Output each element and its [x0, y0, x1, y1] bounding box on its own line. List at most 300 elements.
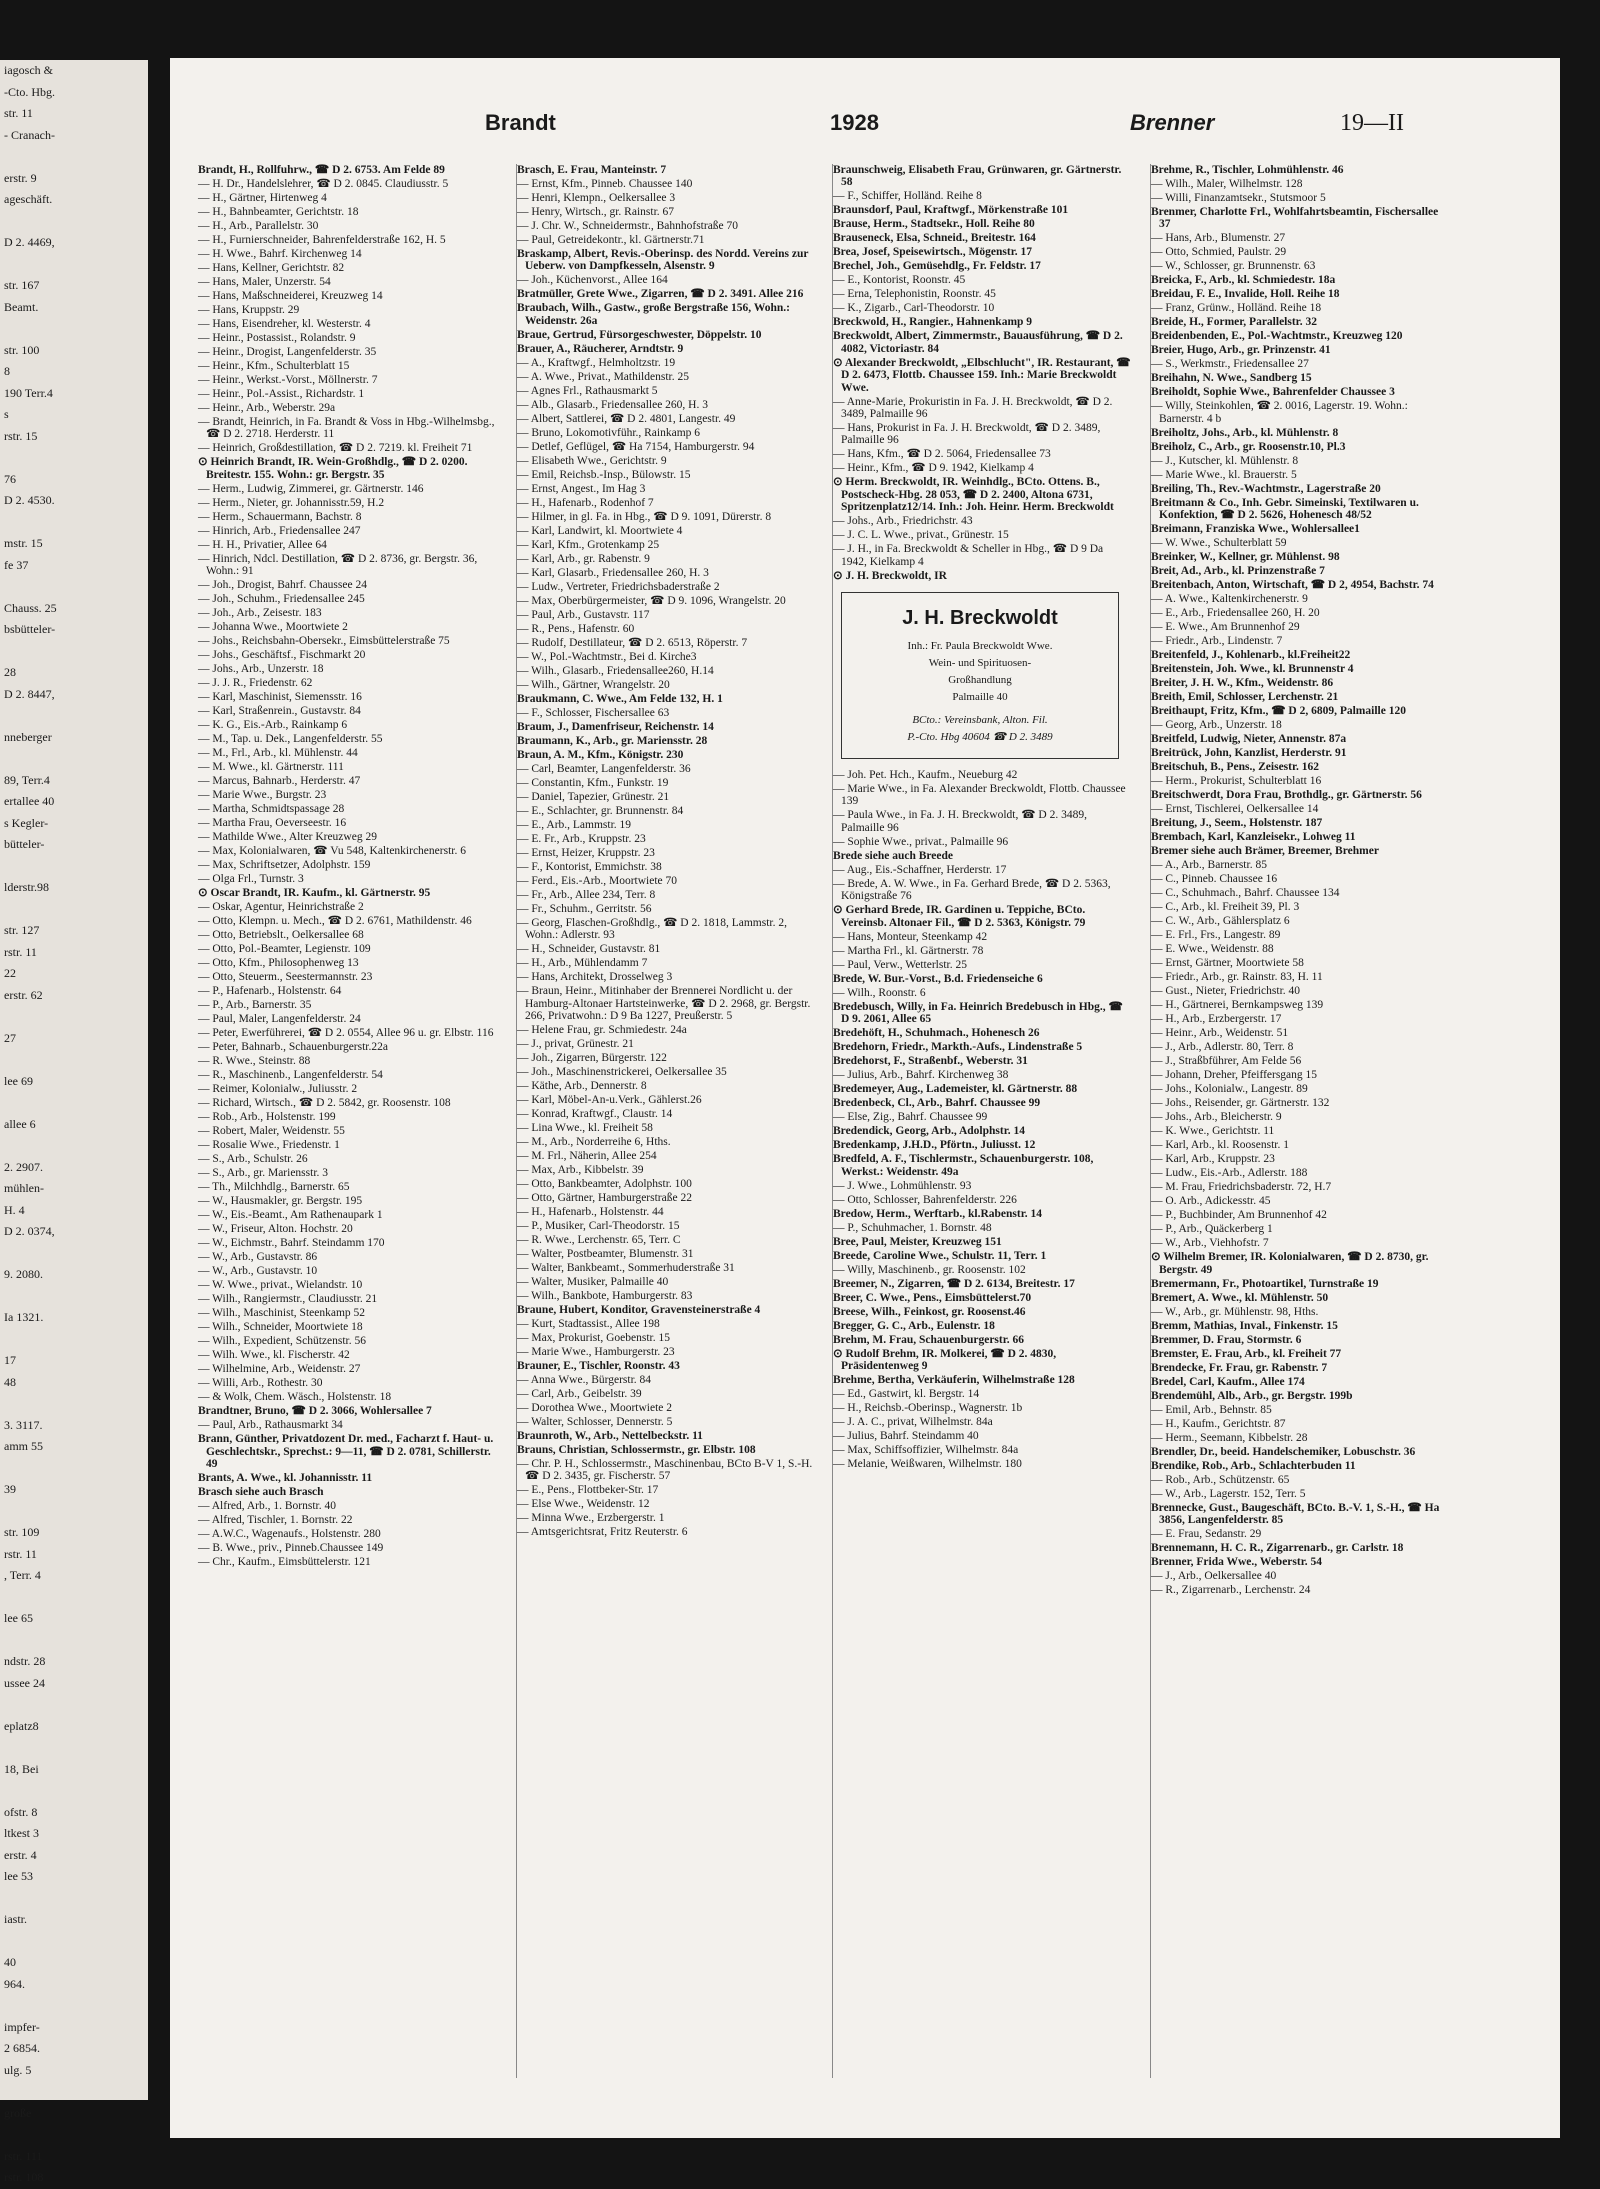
directory-entry: — A. Wwe., Kaltenkirchenerstr. 9	[1151, 593, 1308, 606]
directory-entry: Breitmann & Co., Inh. Gebr. Simeinski, Textilwaren u. Konfektion, ☎ D 2. 5626, Hohenesch 48/52	[1151, 496, 1419, 522]
directory-entry: ⊙ Rudolf Brehm, IR. Molkerei, ☎ D 2. 4830, Präsidentenweg 9	[833, 1347, 1057, 1372]
directory-entry: — Marie Wwe., in Fa. Alexander Breckwoldt, Flottb. Chaussee 139	[833, 783, 1126, 808]
directory-entry: — Martha Frau, Oeverseestr. 16	[198, 817, 347, 830]
previous-page-text: große	[4, 2105, 32, 2120]
directory-entry: — E., Arb., Friedensallee 260, H. 20	[1151, 607, 1320, 620]
previous-page-text	[0, 211, 148, 233]
directory-entry: — Braun, Heinr., Mitinhaber der Brennerei Nordlicht u. der Hamburg-Altonaer Hartsteinwerke, ☎ D 2. 2968, gr. Bergstr. 266, Privatwohn.: D 9 Ba 1227, Preußerstr. 5	[517, 985, 811, 1023]
directory-entry: — Karl, Kfm., Grotenkamp 25	[517, 538, 660, 551]
directory-entry: Bremert, A. Wwe., kl. Mühlenstr. 50	[1151, 1291, 1329, 1304]
directory-entry: — Agnes Frl., Rathausmarkt 5	[517, 384, 658, 397]
directory-entry: — & Wolk, Chem. Wäsch., Holstenstr. 18	[198, 1391, 392, 1404]
directory-entry: — F., Kontorist, Emmichstr. 38	[517, 860, 662, 873]
column-1	[198, 164, 496, 2078]
directory-entry: Braskamp, Albert, Revis.-Oberinsp. des Nordd. Vereins zur Ueberw. von Dampfkesseln, Alsenstr. 9	[517, 248, 809, 273]
previous-page-text	[0, 447, 148, 469]
directory-entry: — Johs., Reisender, gr. Gärtnerstr. 132	[1151, 1097, 1330, 1110]
directory-entry: — Wilh., Gärtner, Wrangelstr. 20	[517, 678, 670, 691]
directory-entry: — M. Frl., Näherin, Allee 254	[517, 1150, 657, 1163]
directory-entry: — Max, Schiffsoffizier, Wilhelmstr. 84a	[833, 1443, 1019, 1456]
directory-entry: Brants, A. Wwe., kl. Johannisstr. 11	[198, 1472, 373, 1485]
directory-entry: — Wilh., Maschinist, Steenkamp 52	[198, 1307, 366, 1320]
directory-entry: — H., Gärtner, Hirtenweg 4	[198, 192, 327, 204]
directory-entry: — P., Buchbinder, Am Brunnenhof 42	[1151, 1209, 1327, 1222]
directory-entry: — Walter, Musiker, Palmaille 40	[517, 1276, 669, 1289]
directory-entry: — J. A. C., privat, Wilhelmstr. 84a	[833, 1415, 993, 1428]
directory-entry: — Olga Frl., Turnstr. 3	[198, 873, 304, 886]
directory-entry: Brennemann, H. C. R., Zigarrenarb., gr. Carlstr. 18	[1151, 1542, 1404, 1555]
directory-entry: ⊙ J. H. Breckwoldt, IR	[833, 569, 947, 582]
directory-entry: — Mathilde Wwe., Alter Kreuzweg 29	[198, 831, 377, 844]
directory-entry: — H., Kaufm., Gerichtstr. 87	[1151, 1417, 1286, 1430]
previous-page-text: 27	[4, 1030, 16, 1045]
previous-page-text: D 2. 8447,	[4, 686, 55, 701]
previous-page-text: lee 65	[4, 1611, 33, 1625]
directory-entry: — O. Arb., Adickesstr. 45	[1151, 1195, 1271, 1208]
directory-entry: — Chr., Kaufm., Eimsbüttelerstr. 121	[198, 1556, 371, 1569]
directory-entry: — Friedr., Arb., Lindenstr. 7	[1151, 635, 1283, 648]
directory-entry: — Henri, Klempn., Oelkersallee 3	[517, 192, 676, 204]
directory-entry: — Fr., Schuhm., Gerritstr. 56	[517, 902, 652, 915]
directory-entry: — Marie Wwe., kl. Brauerstr. 5	[1151, 468, 1297, 481]
directory-entry: Braubach, Wilh., Gastw., große Bergstraße 156, Wohn.: Weidenstr. 26a	[517, 302, 790, 327]
directory-entry: — R., Pens., Hafenstr. 60	[517, 622, 635, 635]
directory-entry: — Oskar, Agentur, Heinrichstraße 2	[198, 901, 364, 914]
directory-entry: — Marcus, Bahnarb., Herderstr. 47	[198, 775, 361, 788]
directory-entry: Brauer, A., Räucherer, Arndtstr. 9	[517, 342, 684, 355]
directory-entry: Brendecke, Fr. Frau, gr. Rabenstr. 7	[1151, 1361, 1328, 1374]
directory-entry: — Max, Arb., Kibbelstr. 39	[517, 1164, 644, 1177]
directory-entry: — Otto, Kfm., Philosophenweg 13	[198, 957, 359, 970]
directory-entry: — E. Frau, Sedanstr. 29	[1151, 1528, 1262, 1541]
directory-entry: — P., Arb., Quäckerberg 1	[1151, 1223, 1273, 1236]
directory-entry: — Otto, Schmied, Paulstr. 29	[1151, 246, 1287, 259]
directory-entry: Bremm, Mathias, Inval., Finkenstr. 15	[1151, 1319, 1338, 1332]
directory-entry: — Ludw., Eis.-Arb., Adlerstr. 188	[1151, 1167, 1308, 1180]
directory-entry: Breier, Hugo, Arb., gr. Prinzenstr. 41	[1151, 344, 1331, 357]
directory-entry: Brede, W. Bur.-Vorst., B.d. Friedenseiche 6	[833, 972, 1043, 985]
directory-entry: Brauns, Christian, Schlossermstr., gr. Elbstr. 108	[517, 1444, 756, 1457]
directory-columns	[198, 164, 1540, 2078]
directory-entry: — Joh., Maschinenstrickerei, Oelkersallee 35	[517, 1066, 727, 1079]
directory-entry: — E. Frl., Frs., Langestr. 89	[1151, 929, 1281, 942]
previous-page-text: 2 6854.	[4, 2041, 40, 2055]
directory-entry: — Herm., Schauermann, Bachstr. 8	[198, 510, 362, 523]
directory-entry: — J., Straßbführer, Am Felde 56	[1151, 1055, 1302, 1068]
directory-entry: — Wilh., Rangiermstr., Claudiusstr. 21	[198, 1293, 378, 1306]
directory-entry: — A. Wwe., Privat., Mathildenstr. 25	[517, 370, 689, 383]
directory-entry: Brann, Günther, Privatdozent Dr. med., Facharzt f. Haut- u. Geschlechtskr., Sprechst.: 9—11, ☎ D 2. 0781, Schillerstr. 49	[198, 1433, 494, 1471]
directory-entry: — Ernst, Angest., Im Hag 3	[517, 482, 646, 495]
directory-entry: Bremer siehe auch Brämer, Breemer, Brehmer	[1151, 845, 1379, 858]
directory-entry: — J. Chr. W., Schneidermstr., Bahnhofstraße 70	[517, 220, 739, 232]
previous-page-text	[0, 1393, 148, 1415]
directory-entry: — P., Hafenarb., Holstenstr. 64	[198, 985, 342, 998]
previous-page-text: D 2. 4469,	[4, 235, 55, 249]
directory-entry: Breiter, J. H. W., Kfm., Weidenstr. 86	[1151, 677, 1334, 690]
previous-page-text: erstr. 9	[4, 170, 37, 185]
directory-entry: — Georg, Flaschen-Großhdlg., ☎ D 2. 1818, Lammstr. 2, Wohn.: Adlerstr. 93	[517, 916, 787, 942]
directory-entry: — R. Wwe., Lerchenstr. 65, Terr. C	[517, 1234, 681, 1247]
directory-entry: — H., Schneider, Gustavstr. 81	[517, 943, 661, 956]
page-header	[170, 110, 1560, 150]
directory-entry: — Rudolf, Destillateur, ☎ D 2. 6513, Röperstr. 7	[517, 636, 748, 649]
directory-entry: Brenner, Frida Wwe., Weberstr. 54	[1151, 1556, 1323, 1569]
directory-entry: — Chr. P. H., Schlossermstr., Maschinenbau, BCto B-V 1, S.-H. ☎ D 2. 3435, gr. Fischerstr. 57	[517, 1458, 813, 1483]
previous-page-text: erstr. 62	[4, 987, 43, 1002]
directory-entry: — Constantin, Kfm., Funkstr. 19	[517, 776, 669, 789]
directory-entry: — Max, Kolonialwaren, ☎ Vu 548, Kaltenkirchenerstr. 6	[198, 845, 466, 858]
directory-entry: — Wilh., Bankbote, Hamburgerstr. 83	[517, 1290, 693, 1303]
directory-entry: Brauseneck, Elsa, Schneid., Breitestr. 164	[833, 232, 1036, 245]
directory-entry: — Emil, Arb., Behnstr. 85	[1151, 1403, 1272, 1416]
previous-page-text	[0, 1286, 148, 1308]
directory-entry: Breiling, Th., Rev.-Wachtmstr., Lagerstraße 20	[1151, 482, 1381, 495]
previous-page-text: 89, Terr.4	[4, 772, 50, 787]
directory-entry: — Hans, Maßschneiderei, Kreuzweg 14	[198, 290, 383, 302]
previous-page-text: str. 11	[4, 106, 33, 120]
directory-entry: — Julius, Arb., Bahrf. Kirchenweg 38	[833, 1069, 1009, 1082]
previous-page-text: 9. 2080.	[4, 1267, 43, 1281]
directory-entry: — Wilh., Schneider, Moortwiete 18	[198, 1321, 363, 1334]
directory-entry: — Erna, Telephonistin, Roonstr. 45	[833, 288, 996, 301]
directory-entry: Breihahn, N. Wwe., Sandberg 15	[1151, 372, 1312, 385]
directory-entry: — H., Arb., Parallelstr. 30	[198, 220, 319, 232]
previous-page-text: erstr. 4	[4, 1847, 37, 1862]
directory-entry: — Helene Frau, gr. Schmiedestr. 24a	[517, 1024, 687, 1037]
directory-entry: — E. Fr., Arb., Kruppstr. 23	[517, 832, 646, 845]
directory-entry: — Amtsgerichtsrat, Fritz Reuterstr. 6	[517, 1526, 688, 1539]
directory-entry: Braunsdorf, Paul, Kraftwgf., Mörkenstraße 101	[833, 204, 1069, 217]
directory-entry: — S., Arb., gr. Mariensstr. 3	[198, 1167, 329, 1180]
directory-entry: Breidau, F. E., Invalide, Holl. Reihe 18	[1151, 288, 1340, 301]
directory-entry: Braum, J., Damenfriseur, Reichenstr. 14	[517, 720, 714, 733]
directory-entry: Bremermann, Fr., Photoartikel, Turnstraße 19	[1151, 1277, 1379, 1290]
directory-entry: Breithaupt, Fritz, Kfm., ☎ D 2, 6809, Palmaille 120	[1151, 705, 1406, 718]
directory-entry: — Paul, Arb., Gustavstr. 117	[517, 608, 650, 621]
directory-entry: Breith, Emil, Schlosser, Lerchenstr. 21	[1151, 691, 1339, 704]
directory-entry: — Wilhelmine, Arb., Weidenstr. 27	[198, 1363, 361, 1376]
directory-entry: Bredenbeck, Cl., Arb., Bahrf. Chaussee 99	[833, 1097, 1041, 1110]
directory-entry: — M. Wwe., kl. Gärtnerstr. 111	[198, 761, 344, 774]
directory-entry: Bredendick, Georg, Arb., Adolphstr. 14	[833, 1125, 1026, 1138]
directory-entry: — Otto, Klempn. u. Mech., ☎ D 2. 6761, Mathildenstr. 46	[198, 915, 472, 928]
previous-page-text: s Kegler-	[4, 815, 49, 830]
previous-page-text	[0, 2124, 148, 2146]
directory-entry: Brendemühl, Alb., Arb., gr. Bergstr. 199b	[1151, 1389, 1353, 1402]
previous-page-text: lee 53	[4, 1869, 33, 1883]
directory-entry: — Willi, Finanzamtsekr., Stutsmoor 5	[1151, 192, 1326, 204]
directory-entry: — Aug., Eis.-Schaffner, Herderstr. 17	[833, 863, 1007, 876]
previous-page-text: 3. 3117.	[4, 1417, 43, 1432]
directory-entry: — Karl, Möbel-An-u.Verk., Gählerst.26	[517, 1094, 702, 1107]
previous-page-text	[0, 899, 148, 921]
directory-entry: — Heinr., Kfm., ☎ D 9. 1942, Kielkamp 4	[833, 462, 1034, 475]
previous-page-text	[0, 1006, 148, 1028]
directory-entry: — H., Hafenarb., Holstenstr. 44	[517, 1206, 664, 1219]
directory-entry: — R., Maschinenb., Langenfelderstr. 54	[198, 1069, 383, 1082]
directory-entry: Brehme, R., Tischler, Lohmühlenstr. 46	[1151, 164, 1344, 176]
directory-entry: — C., Pinneb. Chaussee 16	[1151, 873, 1278, 886]
directory-entry: Brembach, Karl, Kanzleisekr., Lohweg 11	[1151, 831, 1356, 844]
directory-entry: — Anna Wwe., Bürgerstr. 84	[517, 1374, 652, 1387]
directory-entry: — Paul, Verw., Wetterlstr. 25	[833, 958, 967, 971]
previous-page-text	[0, 856, 148, 878]
directory-entry: — Otto, Schlosser, Bahrenfelderstr. 226	[833, 1193, 1017, 1206]
directory-entry: — H., Reichsb.-Oberinsp., Wagnerstr. 1b	[833, 1401, 1023, 1414]
previous-page-text	[0, 1135, 148, 1157]
directory-entry: — J. H., in Fa. Breckwoldt & Scheller in Hbg., ☎ D 9 Da 1942, Kielkamp 4	[833, 543, 1104, 568]
directory-entry: — P., Schuhmacher, 1. Bornstr. 48	[833, 1221, 992, 1234]
directory-entry: — Lina Wwe., kl. Freiheit 58	[517, 1122, 653, 1135]
directory-entry: — Johs., Arb., Unzerstr. 18	[198, 663, 324, 676]
directory-entry: Braukmann, C. Wwe., Am Felde 132, H. 1	[517, 692, 723, 705]
directory-entry: — P., Musiker, Carl-Theodorstr. 15	[517, 1220, 680, 1233]
directory-entry: — Carl, Arb., Geibelstr. 39	[517, 1388, 642, 1401]
directory-entry: Breitfeld, Ludwig, Nieter, Annenstr. 87a	[1151, 733, 1347, 746]
previous-page-text: eplatz8	[4, 1718, 39, 1733]
previous-page-text: lee 69	[4, 1073, 33, 1088]
directory-entry: — Max, Oberbürgermeister, ☎ D 9. 1096, Wrangelstr. 20	[517, 594, 786, 607]
column-2	[516, 164, 815, 2078]
directory-entry: — Johs., Arb., Friedrichstr. 43	[833, 515, 973, 528]
directory-entry: — Joh., Drogist, Bahrf. Chaussee 24	[198, 579, 367, 592]
previous-page-text: ertallee 40	[4, 794, 55, 808]
directory-entry: — Max, Schriftsetzer, Adolphstr. 159	[198, 859, 371, 872]
directory-entry: — Daniel, Tapezier, Grünestr. 21	[517, 790, 670, 803]
directory-entry: Bredehöft, H., Schuhmach., Hohenesch 26	[833, 1027, 1040, 1040]
previous-page-text: mühlen-	[4, 1181, 44, 1195]
directory-entry: — Karl, Glasarb., Friedensallee 260, H. 3	[517, 566, 709, 579]
directory-entry: — M., Tap. u. Dek., Langenfelderstr. 55	[198, 733, 383, 746]
directory-entry: Breede, Caroline Wwe., Schulstr. 11, Terr. 1	[833, 1249, 1047, 1262]
directory-entry: — W., Eichmstr., Bahrf. Steindamm 170	[198, 1237, 385, 1250]
directory-entry: — Kurt, Stadtassist., Allee 198	[517, 1318, 660, 1331]
directory-entry: — E., Schlachter, gr. Brunnenstr. 84	[517, 804, 684, 817]
directory-entry: — Henry, Wirtsch., gr. Rainstr. 67	[517, 206, 675, 218]
directory-entry: Breiholdt, Sophie Wwe., Bahrenfelder Chaussee 3	[1151, 386, 1395, 399]
directory-entry: — W., Arb., Gustavstr. 10	[198, 1265, 318, 1278]
directory-entry: — R. Wwe., Steinstr. 88	[198, 1055, 311, 1068]
directory-entry: — Hans, Monteur, Steenkamp 42	[833, 930, 988, 943]
directory-entry: — W., Arb., gr. Mühlenstr. 98, Hths.	[1151, 1305, 1319, 1318]
directory-entry: Breicka, F., Arb., kl. Schmiedestr. 18a	[1151, 274, 1336, 287]
previous-page-text: ageschäft.	[4, 192, 53, 206]
directory-entry: — Heinr., Arb., Weberstr. 29a	[198, 402, 336, 414]
directory-entry: — Hans, Kruppstr. 29	[198, 304, 300, 316]
directory-entry: — Anne-Marie, Prokuristin in Fa. J. H. Breckwoldt, ☎ D 2. 3489, Palmaille 96	[833, 395, 1113, 421]
ad-postal-account: P.-Cto. Hbg 40604 ☎ D 2. 3489	[907, 731, 1053, 744]
directory-entry: — F., Schiffer, Holländ. Reihe 8	[833, 190, 982, 203]
directory-entry: — W., Schlosser, gr. Brunnenstr. 63	[1151, 260, 1316, 273]
directory-entry: — E. Wwe., Am Brunnenhof 29	[1151, 621, 1300, 634]
directory-entry: — A., Arb., Barnerstr. 85	[1151, 859, 1267, 872]
directory-entry: ⊙ Oscar Brandt, IR. Kaufm., kl. Gärtnerstr. 95	[198, 887, 431, 900]
header-last-name: Brenner	[1130, 110, 1215, 135]
directory-entry: Brehm, M. Frau, Schauenburgerstr. 66	[833, 1333, 1025, 1346]
directory-entry: Brendler, Dr., beeid. Handelschemiker, Lobuschstr. 36	[1151, 1445, 1416, 1458]
ad-bank: BCto.: Vereinsbank, Alton. Fil.	[912, 714, 1048, 727]
directory-entry: Brenmer, Charlotte Frl., Wohlfahrtsbeamtin, Fischersallee 37	[1151, 206, 1439, 231]
directory-entry: — Wilh., Expedient, Schützenstr. 56	[198, 1335, 366, 1348]
previous-page-text: ofstr. 8	[4, 1804, 38, 1819]
directory-entry: — Hans, Prokurist in Fa. J. H. Breckwoldt, ☎ D 2. 3489, Palmaille 96	[833, 422, 1101, 447]
previous-page-text	[0, 1630, 148, 1652]
previous-page-text: nneberger	[4, 729, 52, 744]
directory-entry: Bremster, E. Frau, Arb., kl. Freiheit 77	[1151, 1347, 1342, 1360]
directory-entry: — Heinr., Pol.-Assist., Richardstr. 1	[198, 388, 365, 400]
previous-page-text: rstr. 11	[4, 1546, 37, 1561]
directory-entry: — Heinr., Werkst.-Vorst., Möllnerstr. 7	[198, 374, 378, 386]
directory-entry: — Joh. Pet. Hch., Kaufm., Neueburg 42	[833, 769, 1018, 782]
previous-page-text	[0, 1458, 148, 1480]
previous-page-text	[0, 1737, 148, 1759]
directory-entry: — Hans, Kfm., ☎ D 2. 5064, Friedensallee 73	[833, 448, 1051, 461]
directory-entry: — Paul, Maler, Langenfelderstr. 24	[198, 1013, 361, 1026]
previous-page-text: rstr. 108	[4, 2170, 44, 2184]
directory-entry: — Otto, Betriebslt., Oelkersallee 68	[198, 929, 364, 942]
directory-entry: — E., Pens., Flottbeker-Str. 17	[517, 1484, 659, 1497]
directory-entry: — H., Furnierschneider, Bahrenfelderstraße 162, H. 5	[198, 234, 446, 246]
directory-entry: — H., Bahnbeamter, Gerichtstr. 18	[198, 206, 359, 218]
previous-page-text: impfer-	[4, 2019, 40, 2034]
directory-entry: — M., Frl., Arb., kl. Mühlenstr. 44	[198, 747, 358, 760]
previous-page-text: str. 127	[4, 923, 40, 937]
directory-entry: Breit, Ad., Arb., kl. Prinzenstraße 7	[1151, 565, 1325, 578]
directory-entry: Braunschweig, Elisabeth Frau, Grünwaren, gr. Gärtnerstr. 58	[833, 164, 1122, 189]
directory-entry: — Rosalie Wwe., Friedenstr. 1	[198, 1139, 340, 1152]
column-3	[832, 164, 1131, 2078]
directory-entry: Bredow, Herm., Werftarb., kl.Rabenstr. 14	[833, 1207, 1043, 1220]
directory-entry: — Hans, Arb., Blumenstr. 27	[1151, 232, 1286, 245]
directory-entry: — Karl, Arb., gr. Rabenstr. 9	[517, 552, 650, 565]
previous-page-text: iastr.	[4, 1912, 27, 1926]
directory-entry: — Joh., Schuhm., Friedensallee 245	[198, 593, 365, 606]
directory-entry: Bredenkamp, J.H.D., Pförtn., Juliusst. 12	[833, 1139, 1036, 1152]
directory-entry: — Willi, Arb., Rothestr. 30	[198, 1377, 323, 1390]
directory-entry: — Otto, Pol.-Beamter, Legienstr. 109	[198, 943, 371, 956]
directory-entry: — S., Arb., Schulstr. 26	[198, 1153, 308, 1166]
previous-page-text: Chauss. 25	[4, 600, 57, 615]
directory-entry: — A., Kraftwgf., Helmholtzstr. 19	[517, 356, 676, 369]
directory-entry: — Karl, Straßenrein., Gustavstr. 84	[198, 705, 361, 718]
directory-entry: — Walter, Bankbeamt., Sommerhuderstraße 31	[517, 1262, 735, 1275]
directory-entry: — Else Wwe., Weidenstr. 12	[517, 1498, 650, 1511]
directory-entry: — Alfred, Arb., 1. Bornstr. 40	[198, 1500, 336, 1513]
directory-entry: — Heinr., Kfm., Schulterblatt 15	[198, 360, 350, 372]
directory-entry: — K., Zigarb., Carl-Theodorstr. 10	[833, 302, 995, 315]
directory-entry: Bremmer, D. Frau, Stormstr. 6	[1151, 1333, 1302, 1346]
directory-entry: — Friedr., Arb., gr. Rainstr. 83, H. 11	[1151, 971, 1323, 984]
directory-entry: — Rob., Arb., Schützenstr. 65	[1151, 1473, 1290, 1486]
directory-entry: — Paula Wwe., in Fa. J. H. Breckwoldt, ☎ D 2. 3489, Palmaille 96	[833, 809, 1087, 834]
directory-entry: Brasch siehe auch Brasch	[198, 1486, 324, 1499]
directory-entry: — Wilh., Maler, Wilhelmstr. 128	[1151, 178, 1303, 190]
directory-entry: Breese, Wilh., Feinkost, gr. Roosenst.46	[833, 1305, 1026, 1318]
directory-entry: Brauner, E., Tischler, Roonstr. 43	[517, 1360, 680, 1373]
directory-entry: Breide, H., Former, Parallelstr. 32	[1151, 316, 1317, 329]
directory-entry: — P., Arb., Barnerstr. 35	[198, 999, 312, 1012]
directory-entry: — Peter, Ewerführerei, ☎ D 2. 0554, Allee 96 u. gr. Elbstr. 116	[198, 1027, 494, 1040]
directory-page	[170, 58, 1560, 2138]
directory-entry: — C., Schuhmach., Bahrf. Chaussee 134	[1151, 887, 1340, 900]
previous-page-text	[0, 146, 148, 168]
directory-entry: — B. Wwe., priv., Pinneb.Chaussee 149	[198, 1542, 384, 1555]
directory-entry: — Carl, Beamter, Langenfelderstr. 36	[517, 762, 691, 775]
directory-entry: — Julius, Bahrf. Steindamm 40	[833, 1429, 979, 1442]
ad-address: Palmaille 40	[952, 691, 1008, 704]
directory-entry: — Konrad, Kraftwgf., Claustr. 14	[517, 1108, 673, 1121]
directory-entry: Bredebusch, Willy, in Fa. Heinrich Bredebusch in Hbg., ☎ D 9. 2061, Allee 65	[833, 1000, 1123, 1026]
previous-page-text: ulg. 5	[4, 2062, 32, 2077]
directory-entry: — Peter, Bahnarb., Schauenburgerstr.22a	[198, 1041, 388, 1054]
previous-page-text: rstr. 15	[4, 428, 38, 443]
directory-entry: — Marie Wwe., Burgstr. 23	[198, 789, 327, 802]
directory-entry: Breitschwerdt, Dora Frau, Brothdlg., gr. Gärtnerstr. 56	[1151, 789, 1422, 802]
directory-entry: — S., Werkmstr., Friedensallee 27	[1151, 358, 1309, 371]
previous-page-text: amm 55	[4, 1439, 43, 1453]
directory-entry: Braunroth, W., Arb., Nettelbeckstr. 11	[517, 1430, 703, 1443]
directory-entry: Brede siehe auch Breede	[833, 849, 953, 862]
directory-entry: — K. G., Eis.-Arb., Rainkamp 6	[198, 719, 348, 732]
directory-entry: — Dorothea Wwe., Moortwiete 2	[517, 1402, 672, 1415]
directory-entry: Brea, Josef, Speisewirtsch., Mögenstr. 17	[833, 246, 1032, 259]
directory-entry: — Wilh., Roonstr. 6	[833, 986, 926, 999]
directory-entry: Braumann, K., Arb., gr. Mariensstr. 28	[517, 734, 708, 747]
directory-entry: — W., Friseur, Alton. Hochstr. 20	[198, 1223, 353, 1236]
directory-entry: Brendike, Rob., Arb., Schlachterbuden 11	[1151, 1459, 1356, 1472]
directory-entry: — Heinr., Arb., Weidenstr. 51	[1151, 1027, 1289, 1040]
directory-entry: Bredel, Carl, Kaufm., Allee 174	[1151, 1375, 1305, 1388]
directory-entry: — J. Wwe., Lohmühlenstr. 93	[833, 1179, 972, 1192]
directory-entry: — Walter, Postbeamter, Blumenstr. 31	[517, 1248, 694, 1261]
directory-entry: — Karl, Arb., Kruppstr. 23	[1151, 1153, 1275, 1166]
previous-page-text: str. 109	[4, 1525, 40, 1539]
directory-entry: Brandt, H., Rollfuhrw., ☎ D 2. 6753. Am Felde 89	[198, 164, 445, 176]
directory-entry: — Sophie Wwe., privat., Palmaille 96	[833, 835, 1009, 848]
directory-entry: — Herm., Ludwig, Zimmerei, gr. Gärtnerstr. 146	[198, 482, 424, 495]
directory-entry: ⊙ Heinrich Brandt, IR. Wein-Großhdlg., ☎ D 2. 0200. Breitestr. 155. Wohn.: gr. Bergstr. 35	[198, 456, 468, 481]
directory-entry: Breckwoldt, Albert, Zimmermstr., Bauausführung, ☎ D 2. 4082, Victoriastr. 84	[833, 330, 1123, 355]
directory-entry: — Ernst, Gärtner, Moortwiete 58	[1151, 957, 1304, 970]
previous-page-text	[0, 1092, 148, 1114]
previous-page-text: lderstr.98	[4, 880, 49, 894]
directory-entry: — Heinrich, Großdestillation, ☎ D 2. 7219. kl. Freiheit 71	[198, 442, 473, 455]
directory-entry: — Joh., Küchenvorst., Allee 164	[517, 274, 668, 287]
previous-page-fragment	[0, 60, 148, 2184]
directory-entry: — Else, Zig., Bahrf. Chaussee 99	[833, 1111, 988, 1124]
directory-entry: — W., Arb., Lagerstr. 152, Terr. 5	[1151, 1487, 1306, 1500]
previous-page-text	[0, 705, 148, 727]
directory-entry: — Ernst, Heizer, Kruppstr. 23	[517, 846, 655, 859]
directory-entry: — Reimer, Kolonialw., Juliusstr. 2	[198, 1083, 358, 1096]
directory-entry: — Hilmer, in gl. Fa. in Hbg., ☎ D 9. 1091, Dürerstr. 8	[517, 510, 772, 523]
directory-entry: — W., Eis.-Beamt., Am Rathenaupark 1	[198, 1209, 383, 1222]
directory-entry: — Ed., Gastwirt, kl. Bergstr. 14	[833, 1387, 980, 1400]
directory-entry: ⊙ Gerhard Brede, IR. Gardinen u. Teppiche, BCto. Vereinsb. Altonaer Fil., ☎ D 2. 5363, Königstr. 79	[833, 904, 1086, 929]
directory-entry: Braune, Hubert, Konditor, Gravensteinerstraße 4	[517, 1304, 761, 1317]
directory-entry: — Hinrich, Ndcl. Destillation, ☎ D 2. 8736, gr. Bergstr. 36, Wohn.: 91	[198, 552, 478, 578]
previous-page-text: ussee 24	[4, 1675, 45, 1690]
previous-page-text: 28	[4, 665, 16, 679]
directory-entry: — H., Arb., Mühlendamm 7	[517, 957, 648, 970]
directory-entry: — K. Wwe., Gerichtstr. 11	[1151, 1125, 1275, 1138]
previous-page-text: 76	[4, 471, 16, 486]
directory-entry: — Gust., Nieter, Friedrichstr. 40	[1151, 985, 1301, 998]
directory-entry: — Albert, Sattlerei, ☎ D 2. 4801, Langestr. 49	[517, 412, 736, 425]
previous-page-text: 18, Bei	[4, 1761, 39, 1776]
ad-title: J. H. Breckwoldt	[902, 607, 1058, 630]
